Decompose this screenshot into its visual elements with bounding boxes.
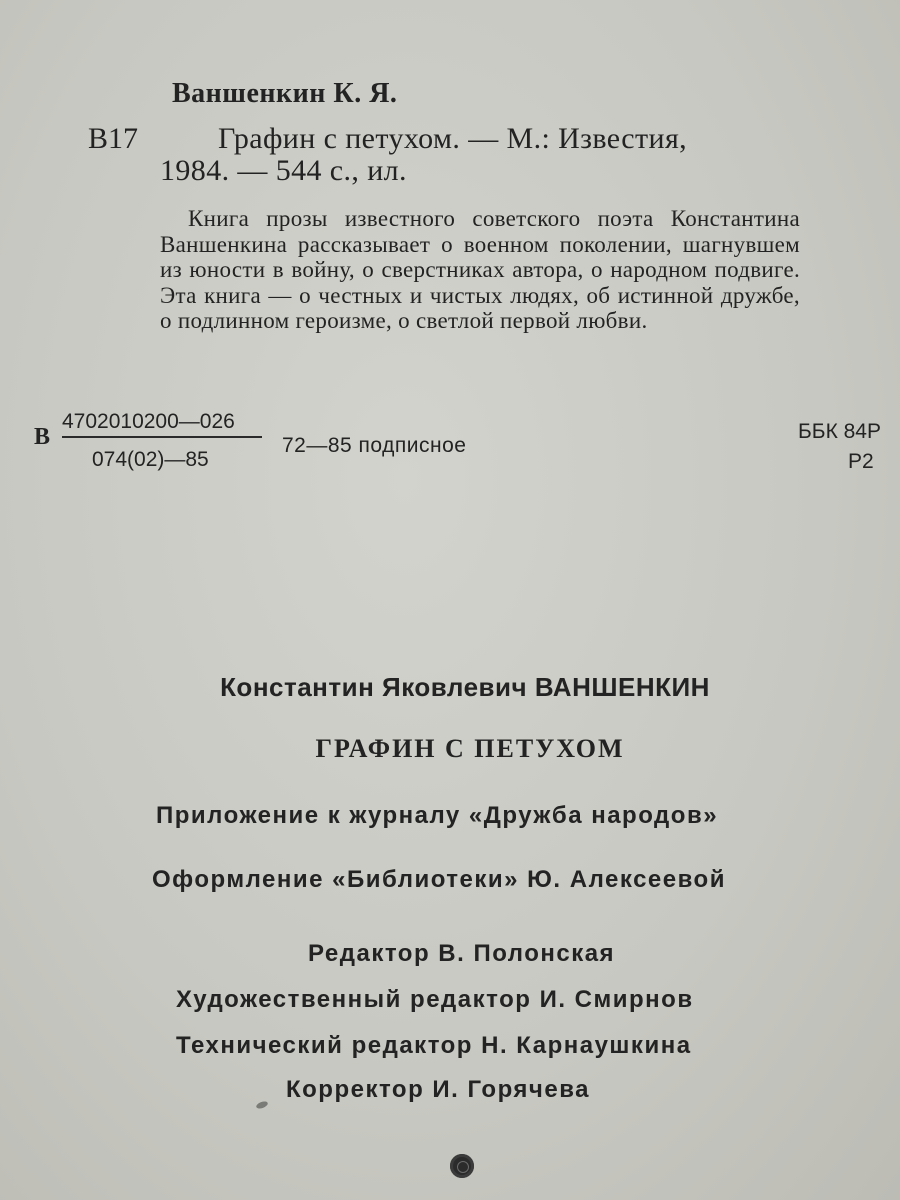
art-editor-credit: Художественный редактор И. Смирнов — [176, 986, 694, 1013]
bibliographic-line-1: Графин с петухом. — М.: Известия, — [218, 122, 688, 155]
index-fraction-top: 4702010200—026 — [62, 410, 262, 438]
bbk-code: ББК 84Р — [798, 420, 881, 443]
design-credit: Оформление «Библиотеки» Ю. Алексеевой — [152, 866, 726, 893]
supplement-line: Приложение к журналу «Дружба народов» — [156, 802, 719, 829]
author-full-name: Константин Яковлевич ВАНШЕНКИН — [220, 672, 710, 702]
book-annotation: Книга прозы известного советского поэта Константина Ваншенкина рассказывает о военном поколении, шагнувшем из юности в войну, о сверстниках автора, о народном подвиге. Эта книга — о честных и чистых людях, об истинной дружбе, о подлинном героизме, о светлой первой любви. — [160, 206, 800, 333]
tech-editor-credit: Технический редактор Н. Карнаушкина — [176, 1032, 692, 1059]
catalog-author: Ваншенкин К. Я. — [172, 78, 398, 109]
price-line: 72—85 подписное — [282, 434, 467, 457]
publisher-emblem-icon — [450, 1154, 474, 1178]
bibliographic-line-2: 1984. — 544 с., ил. — [160, 154, 407, 187]
catalog-code: В17 — [88, 122, 139, 155]
editor-credit: Редактор В. Полонская — [308, 940, 616, 967]
bbk-subcode: Р2 — [848, 450, 874, 473]
proofreader-credit: Корректор И. Горячева — [286, 1076, 590, 1103]
book-title: ГРАФИН С ПЕТУХОМ — [315, 734, 625, 763]
index-fraction-bottom: 074(02)—85 — [92, 448, 209, 471]
index-letter: В — [34, 424, 51, 450]
ink-smudge — [255, 1100, 268, 1110]
